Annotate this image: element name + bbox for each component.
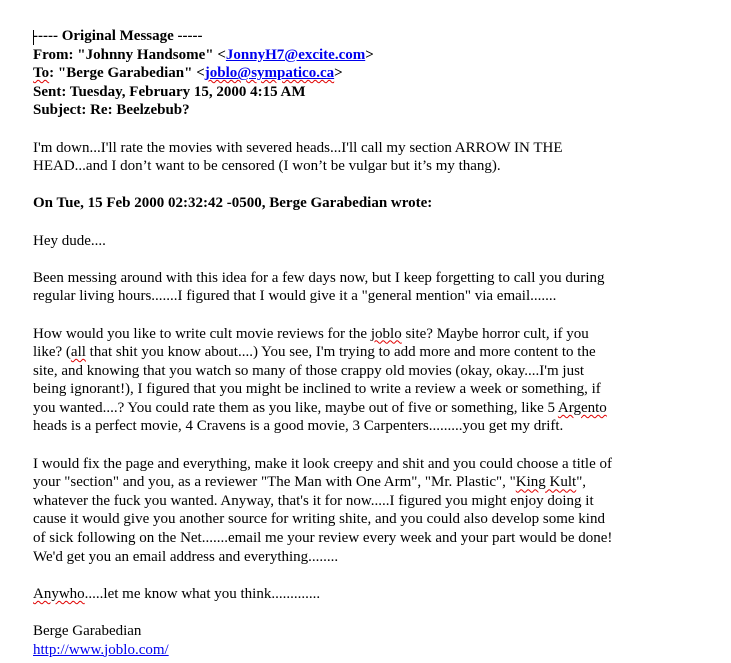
greeting: Hey dude.... — [33, 232, 106, 249]
closing-line: Anywho.....let me know what you think............. — [33, 585, 321, 602]
to-email-link[interactable]: joblo@sympatico.ca — [204, 65, 335, 82]
signature-url-line — [33, 641, 723, 660]
from-email-link[interactable]: JonnyH7@excite.com — [225, 46, 366, 63]
para2-line-4: being ignorant!), I figured that you might be inclined to write a review a week or something, if — [33, 381, 601, 398]
para2-line-3: site, and knowing that you watch so many of those crappy old movies (okay, okay....I'm just — [33, 362, 585, 379]
para3-line-1: I would fix the page and everything, make it look creepy and shit and you could choose a title of — [33, 455, 613, 472]
para1-line-1: Been messing around with this idea for a few days now, but I keep forgetting to call you during — [33, 269, 605, 286]
para3-line-2: your "section" and you, as a reviewer "The Man with One Arm", "Mr. Plastic", "King Kult", — [33, 474, 587, 491]
para3-line-4: cause it would give you another source for writing shite, and you could also develop some kind — [33, 511, 605, 528]
original-message-separator: ----- Original Message ----- — [33, 28, 203, 44]
reply-text-line-2: HEAD...and I don’t want to be censored (I won’t be vulgar but it’s my thang). — [33, 158, 501, 175]
subject-line: Subject: Re: Beelzebub? — [33, 102, 190, 119]
para2-line-1: How would you like to write cult movie reviews for the joblo site? Maybe horror cult, if you — [33, 325, 589, 342]
sent-line: Sent: Tuesday, February 15, 2000 4:15 AM — [33, 83, 306, 100]
from-line: From: "Johnny Handsome" <JonnyH7@excite.com> — [33, 46, 374, 63]
para2-line-2: like? (all that shit you know about....) You see, I'm trying to add more and more content to the — [33, 344, 596, 361]
para3-line-5: of sick following on the Net.......email me your review every week and your part would be done! — [33, 530, 613, 547]
to-line: To: "Berge Garabedian" <joblo@sympatico.ca> — [33, 65, 343, 82]
reply-text-line-1: I'm down...I'll rate the movies with severed heads...I'll call my section ARROW IN THE — [33, 139, 563, 156]
quote-header: On Tue, 15 Feb 2000 02:32:42 -0500, Berge Garabedian wrote: — [33, 195, 433, 212]
para2-line-6: heads is a perfect movie, 4 Cravens is a good movie, 3 Carpenters.........you get my drift. — [33, 418, 564, 435]
para1-line-2: regular living hours.......I figured that I would give it a "general mention" via email....... — [33, 288, 557, 305]
email-document — [33, 27, 723, 659]
para2-line-5: you wanted....? You could rate them as you like, maybe out of five or something, like 5 Argento — [33, 399, 607, 416]
signature-url-link[interactable]: http://www.joblo.com/ — [33, 641, 169, 658]
para3-line-6: We'd get you an email address and everything........ — [33, 548, 339, 565]
to-label: To — [33, 65, 50, 82]
signature-name: Berge Garabedian — [33, 623, 142, 639]
para3-line-3: whatever the fuck you wanted. Anyway, that's it for now.....I figured you might enjoy doing it — [33, 492, 594, 509]
